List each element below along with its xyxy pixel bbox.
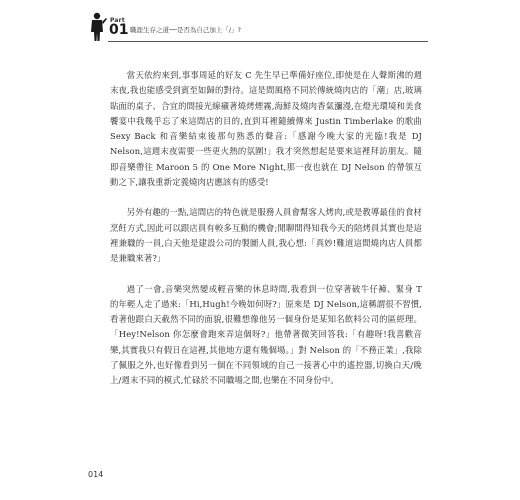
page-number: 014 [88,470,104,479]
body-text [110,68,422,404]
paragraph: 另外有趣的一點,這間店的特色就是服務人員會幫客人烤肉,或是教導最佳的食材烹飪方式,因此可以跟店員有較多互動的機會;閒聊間得知我今天的陪烤員其實也是這裡兼職的一員,白天他是建設公司的製圖人員,我心想:「真妙!難道這間燒肉店人員都是兼職來著?」 [110,207,422,264]
paragraph: 過了一會,音樂突然變成輕音樂的休息時間,我看到一位穿著破牛仔褲、緊身 T 的年輕人走了過來:「Hi,Hugh!今晚如何呀?」原來是 DJ Nelson,這稱謂很不習慣,看著他跟白天截然不同的面貌,很難想像他另一個身份是某知名飲料公司的區經理。「Hey!Nelson 你怎麼會跑來弄這個呀?」他帶著微笑回答我:「有趣呀!我喜歡音樂,其實我只有假日在這裡,其他地方還有幾個場。」對 Nelson 的「不務正業」,我除了佩服之外,也好像看到另一個在不同領域的自己一接著心中的遙控器,切換白天/晚上/週末不同的模式,忙碌於不同職場之間,也樂在不同身份中。 [110,283,422,386]
paragraph: 當天依約來到,事事周延的好友 C 先生早已準備好座位,即使是在人聲斯沸的週末夜,我也能感受到賓至如歸的對待。這是間風格不同於傳統燒肉店的「潮」店,玻璃貼面的桌子、合宜的間接光線襯著燒烤煙霧,海鮮及燒肉香氣瀰漫,在燈光環境和美食饗宴中我幾乎忘了來這間店的目的,直到耳裡隨續傳來 Justin Timberlake 的歌曲 Sexy Back 和音樂結束後那句熟悉的聲音:「感謝今晚大家的光臨!我是 DJ Nelson,這週末夜需要一些更火熱的氛圍!」我才突然想起是要來這裡拜訪朋友。隨即音樂帶往 Maroon 5 的 One More Night,那一夜也就在 DJ Nelson 的帶領互動之下,讓我重新定義燒肉店應該有的感受! [110,70,422,188]
part-label: Part [110,17,125,24]
part-number: 01 [109,22,129,38]
businessman-icon [86,12,108,42]
running-header [86,12,446,42]
chapter-title: 職涯生存之道──是否為自己加上「/」? [130,26,241,34]
header-divider [108,41,428,42]
